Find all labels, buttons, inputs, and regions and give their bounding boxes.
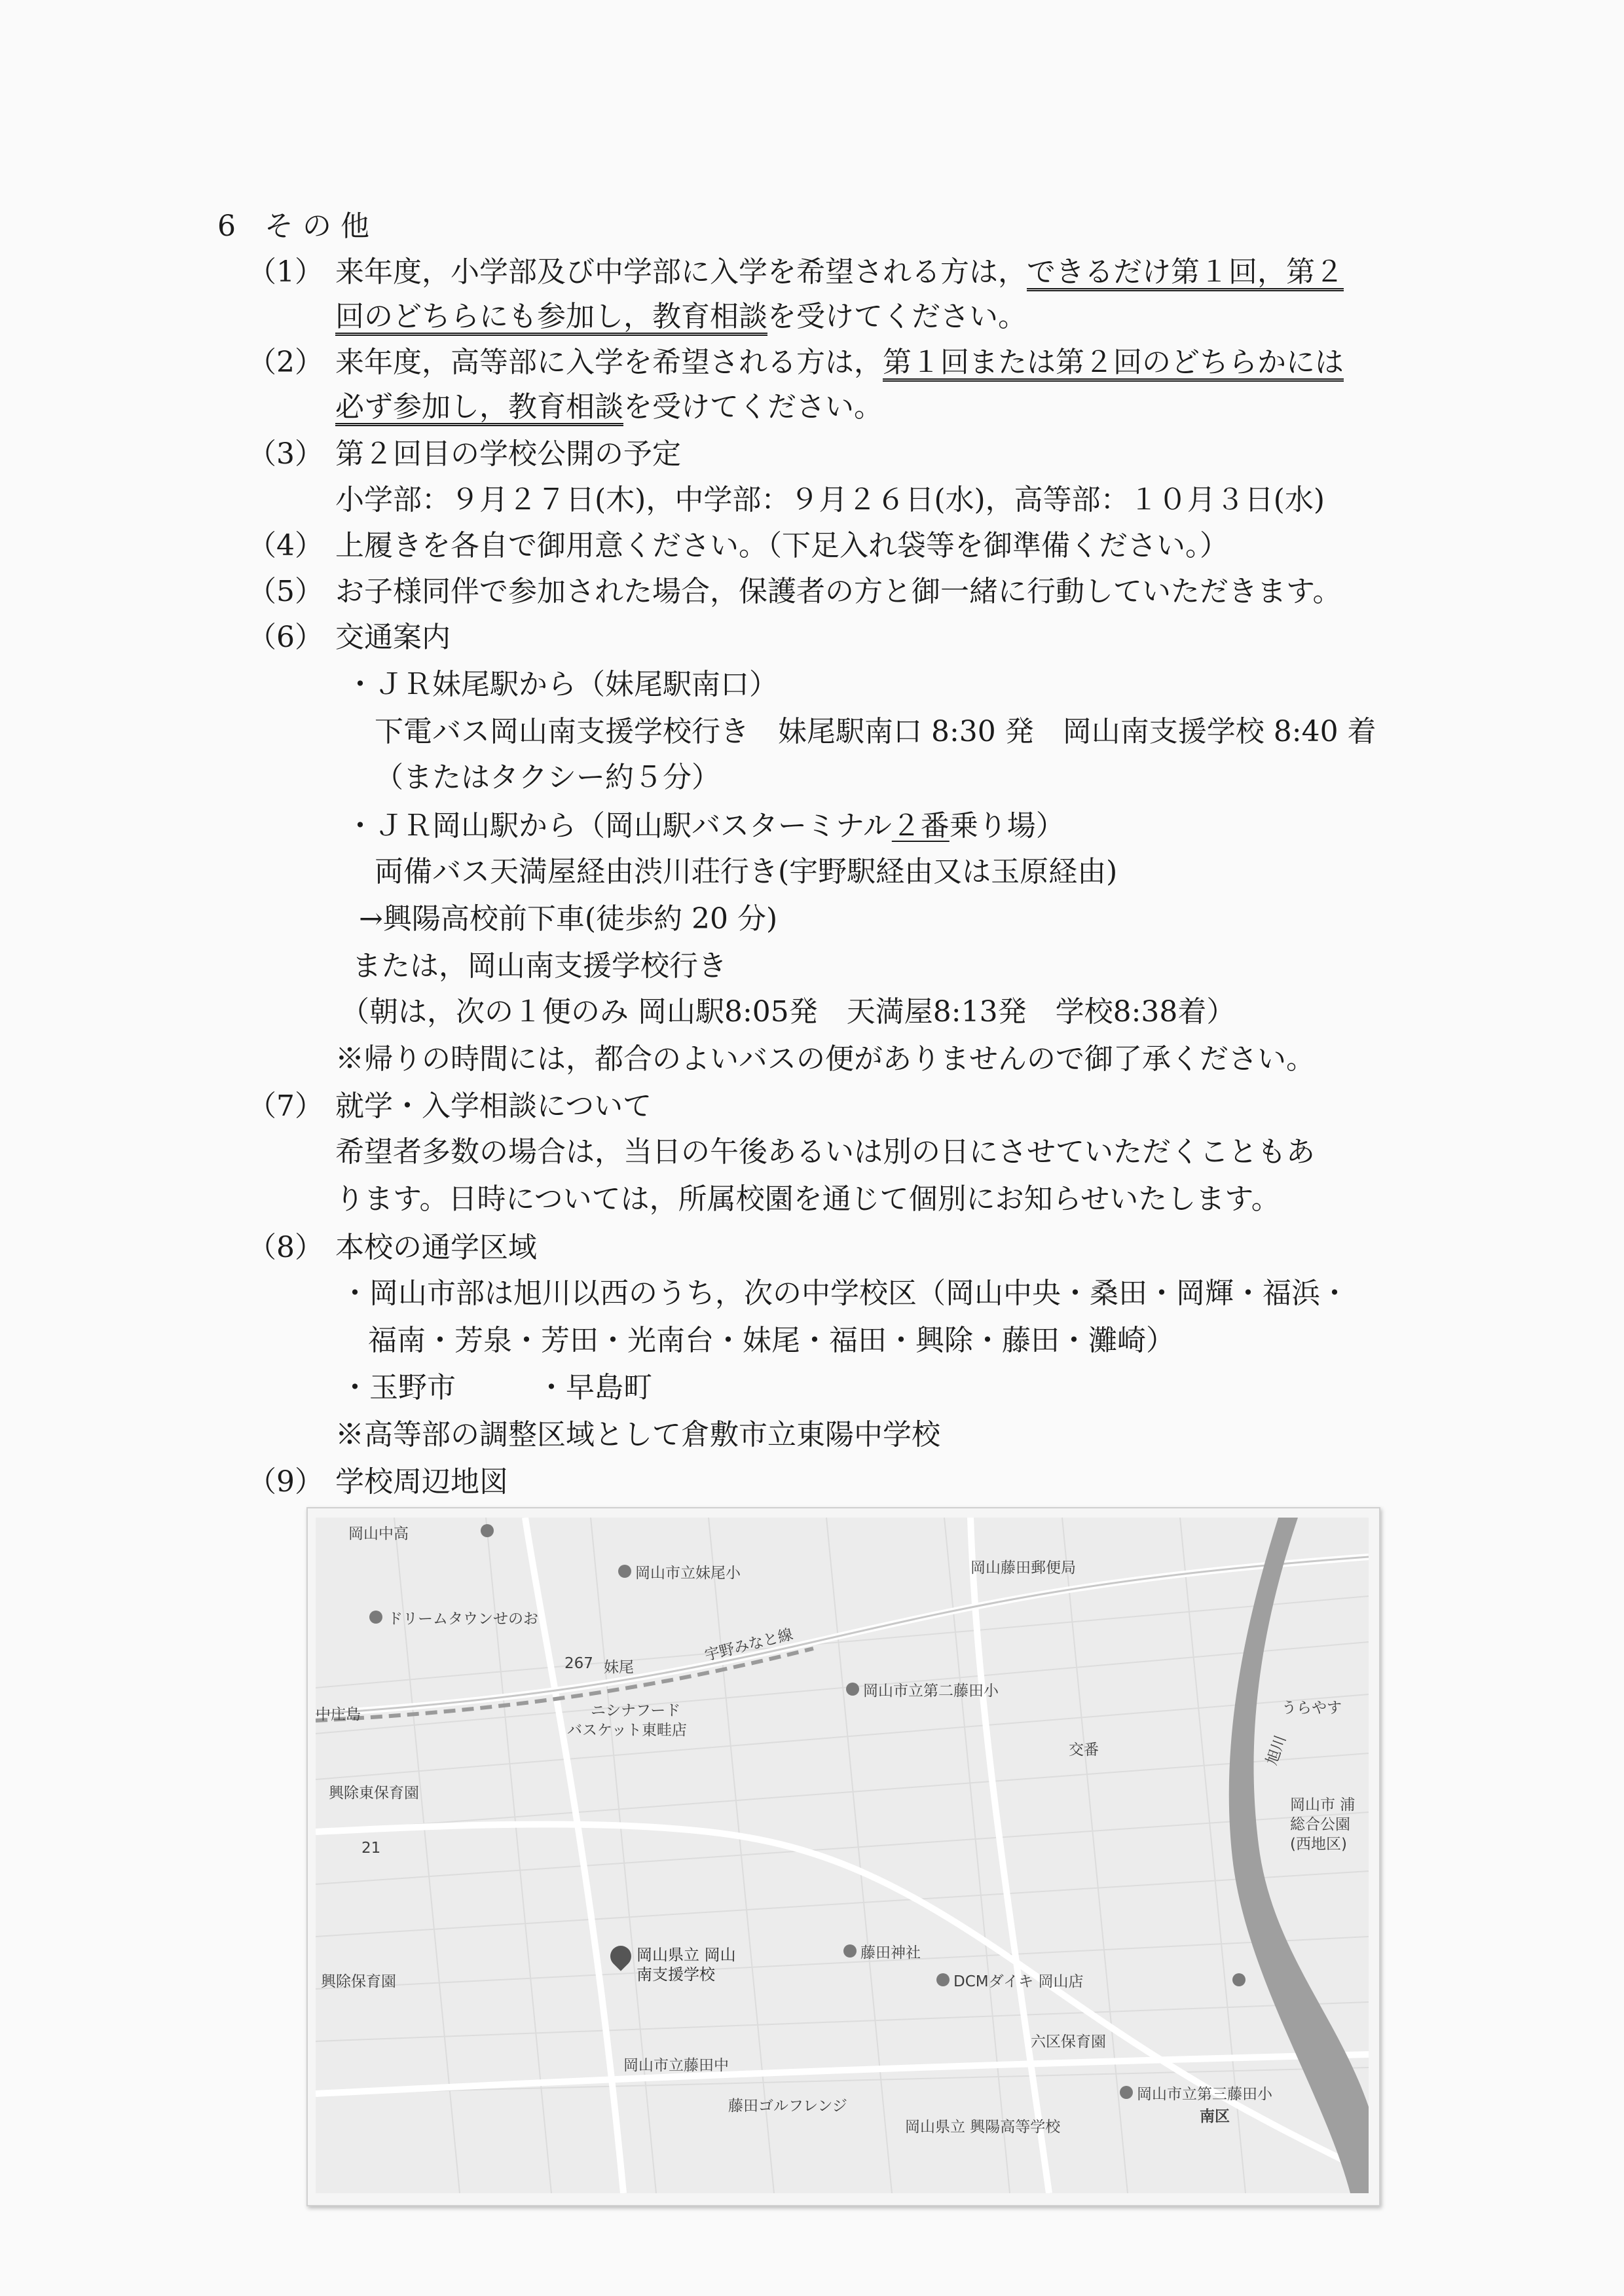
- item-1-text: 来年度，小学部及び中学部に入学を希望される方は，できるだけ第１回，第２: [335, 255, 1344, 289]
- school-pin-icon: [618, 1565, 631, 1578]
- transport-morning: （朝は，次の１便のみ 岡山駅8:05発 天満屋8:13発 学校8:38着）: [341, 995, 1236, 1029]
- transport-koyo: →興陽高校前下車(徒歩約 20 分): [359, 902, 778, 936]
- school-label-line2: 南支援学校: [637, 1965, 715, 1984]
- map-label: 中庄島: [316, 1706, 361, 1723]
- district-line1: ・岡山市部は旭川以西のうち，次の中学校区（岡山中央・桑田・岡輝・福浜・: [341, 1277, 1349, 1310]
- road-21-label: 21: [361, 1840, 381, 1857]
- map-label: 岡山中高: [348, 1525, 409, 1542]
- map-label: 岡山市 浦: [1290, 1796, 1356, 1813]
- item-2-cont: 必ず参加し，教育相談を受けてください。: [335, 390, 883, 424]
- transport-return: ※帰りの時間には，都合のよいバスの便がありませんので御了承ください。: [335, 1042, 1315, 1076]
- map-label: 交番: [1069, 1741, 1099, 1758]
- map-label: 興除保育園: [321, 1973, 396, 1990]
- map-label: ニシナフード: [591, 1702, 681, 1719]
- map-label: うらやす: [1282, 1700, 1342, 1717]
- item-5-text: お子様同伴で参加された場合，保護者の方と御一緒に行動していただきます。: [335, 575, 1342, 608]
- map-label: バスケット東畦店: [567, 1722, 687, 1739]
- item-2-number: （2）: [248, 346, 323, 379]
- item-9-number: （9）: [248, 1465, 323, 1499]
- item-9-title: 学校周辺地図: [335, 1465, 508, 1499]
- map-label: 妹尾: [604, 1659, 634, 1676]
- item-4-number: （4）: [248, 529, 323, 562]
- section-heading: 6 そ の 他: [217, 210, 369, 243]
- item-7-line2: ります。日時については，所属校園を通じて個別にお知らせいたします。: [335, 1182, 1280, 1216]
- district-note: ※高等部の調整区域として倉敷市立東陽中学校: [335, 1418, 940, 1451]
- map-label: 総合公園: [1290, 1816, 1350, 1833]
- map-label: 宇野みなと線: [703, 1626, 795, 1665]
- item-4-text: 上履きを各自で御用意ください。（下足入れ袋等を御準備ください。）: [335, 529, 1228, 562]
- transport-okayama: ・ＪＲ岡山駅から（岡山駅バスターミナル２番乗り場）: [346, 809, 1065, 843]
- shop-pin-icon: [936, 1973, 950, 1986]
- map-label: DCMダイキ 岡山店: [953, 1973, 1084, 1990]
- road-267-label: 267: [564, 1655, 593, 1672]
- map-label: 岡山市立第三藤田小: [1137, 2086, 1272, 2103]
- map-label: 旭川: [1263, 1733, 1290, 1768]
- school-pin-icon: [1120, 2086, 1133, 2099]
- map-label: 岡山県立 興陽高等学校: [905, 2119, 1061, 2136]
- item-8-number: （8）: [248, 1231, 323, 1264]
- map-label: (西地区): [1290, 1836, 1347, 1853]
- item-6-text: 交通案内: [335, 621, 451, 654]
- item-5-number: （5）: [248, 575, 323, 608]
- map-label: 岡山市立第二藤田小: [863, 1683, 999, 1700]
- item-7-title: 就学・入学相談について: [335, 1089, 652, 1123]
- item-3-text: 第２回目の学校公開の予定: [335, 437, 681, 471]
- transport-seno-bus: 下電バス岡山南支援学校行き 妹尾駅南口 8:30 発 岡山南支援学校 8:40 着: [375, 715, 1376, 748]
- transport-seno: ・ＪＲ妹尾駅から（妹尾駅南口）: [346, 668, 778, 701]
- school-area-map: [316, 1518, 1369, 2193]
- item-6-number: （6）: [248, 621, 323, 654]
- district-hayashima: ・早島町: [537, 1371, 652, 1404]
- item-7-line1: 希望者多数の場合は，当日の午後あるいは別の日にさせていただくこともあ: [335, 1135, 1315, 1169]
- map-label: 岡山市立藤田中: [623, 2057, 729, 2074]
- district-line2: 福南・芳泉・芳田・光南台・妹尾・福田・興除・藤田・灘崎）: [368, 1324, 1175, 1357]
- item-2-text: 来年度，高等部に入学を希望される方は，第１回または第２回のどちらかには: [335, 346, 1344, 379]
- school-label-line1: 岡山県立 岡山: [637, 1946, 736, 1964]
- transport-or: または，岡山南支援学校行き: [352, 949, 727, 983]
- item-1-number: （1）: [248, 255, 323, 289]
- transport-ryobi: 両備バス天満屋経由渋川荘行き(宇野駅経由又は玉原経由): [375, 855, 1118, 888]
- item-1-cont: 回のどちらにも参加し，教育相談を受けてください。: [335, 300, 1027, 333]
- map-label: ドリームタウンせのお: [388, 1611, 538, 1628]
- transport-seno-taxi: （またはタクシー約５分）: [375, 761, 720, 794]
- place-pin-icon: [1232, 1973, 1246, 1986]
- map-label: 岡山藤田郵便局: [970, 1559, 1076, 1576]
- district-tamano: ・玉野市: [341, 1371, 456, 1404]
- shop-pin-icon: [369, 1611, 382, 1624]
- map-label: 南区: [1200, 2108, 1230, 2125]
- school-pin-icon: [846, 1683, 859, 1696]
- item-3-number: （3）: [248, 437, 323, 471]
- map-label: 藤田神社: [860, 1944, 921, 1961]
- map-label: 藤田ゴルフレンジ: [728, 2098, 847, 2115]
- school-pin-icon: [481, 1524, 494, 1537]
- map-label: 岡山市立妹尾小: [635, 1565, 741, 1582]
- map-label: 六区保育園: [1031, 2033, 1106, 2050]
- map-label: 興除東保育園: [329, 1785, 419, 1802]
- shrine-pin-icon: [843, 1944, 857, 1958]
- item-8-title: 本校の通学区域: [335, 1231, 537, 1264]
- item-7-number: （7）: [248, 1089, 323, 1123]
- item-3-cont: 小学部：９月２７日(木)，中学部：９月２６日(水)，高等部：１０月３日(水): [335, 483, 1325, 517]
